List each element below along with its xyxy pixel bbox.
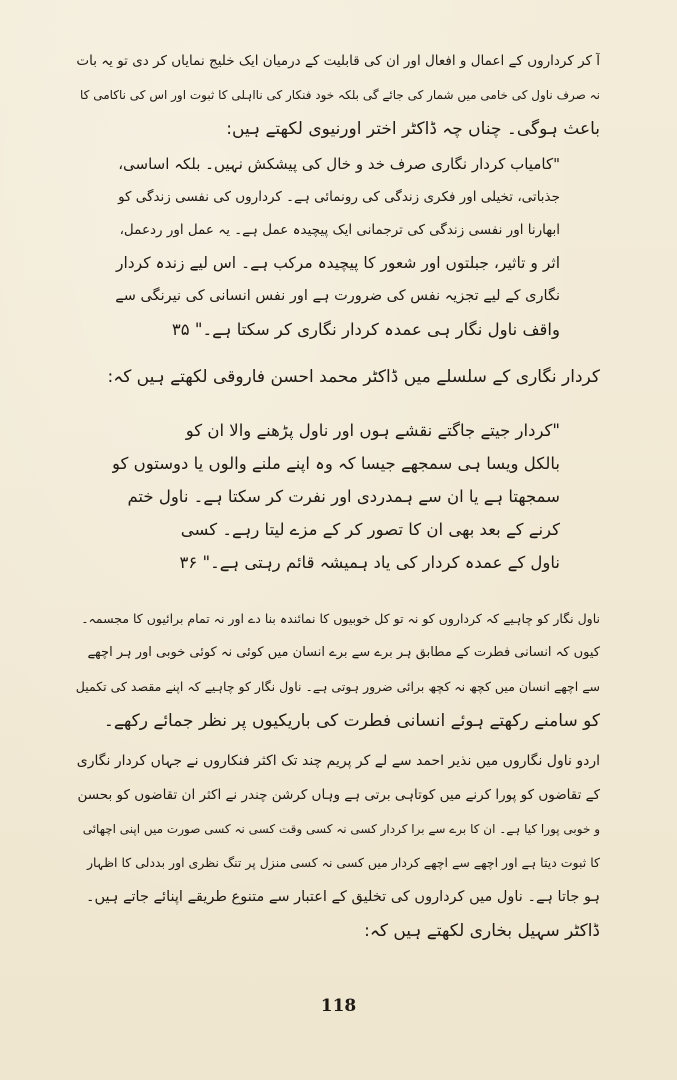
text-line: کے تقاضوں کو پورا کرنے میں کوتاہی برتی ہے وہاں کرشن چندر نے اکثر ان تقاضوں کو بحسن [77,787,600,803]
quote-ahsan-farooqi [112,414,560,579]
paragraph-2 [70,360,600,394]
text-line: ہو جاتا ہے۔ ناول میں کرداروں کی تخلیق کے اعتبار سے متنوع طریقے اپنائے جاتے ہیں۔ [86,889,600,905]
text-line: کردار نگاری کے سلسلے میں ڈاکٹر محمد احسن فاروقی لکھتے ہیں کہ: [107,367,600,387]
text-line: "کامیاب کردار نگاری صرف خد و خال کی پیشکش نہیں۔ بلکہ اساسی، [118,155,560,173]
text-line: کیوں کہ انسانی فطرت کے مطابق ہر برے سے برے انسان میں کوئی نہ کوئی خوبی اور ہر اچھے [87,645,600,660]
paragraph-1 [70,44,600,146]
text-line: ناول کے عمدہ کردار کی یاد ہمیشہ قائم رہتی ہے۔" ۳۶ [179,553,560,572]
text-line: سمجھتا ہے یا ان سے ہمدردی اور نفرت کر سکتا ہے۔ ناول ختم [127,487,560,506]
text-line: جذباتی، تخیلی اور فکری زندگی کی رونمائی ہے۔ کرداروں کی نفسی زندگی کو [118,189,560,205]
text-line: اثر و تاثیر، جبلتوں اور شعور کا پیچیدہ مرکب ہے۔ اس لیے زندہ کردار [115,254,560,272]
quote-akhtar-orenvi [112,148,560,346]
text-line: و خوبی پورا کیا ہے۔ ان کا برے سے برا کردار کسی نہ کسی وقت کسی نہ کسی صورت میں اپنی اچھائی [82,822,600,836]
text-line: نہ صرف ناول کی خامی میں شمار کی جائے گی بلکہ خود فنکار کی نااہلی کا ثبوت اور اس کی ناکامی کا [80,88,600,102]
text-line: نگاری کے لیے تجزیہ نفس کی ضرورت ہے اور نفس انسانی کی نیرنگی سے [115,288,560,304]
text-line: کا ثبوت دیتا ہے اور اچھے سے اچھے کردار میں کسی نہ کسی منزل پر تنگ نظری اور بددلی کا اظہار [86,855,600,870]
text-line: بالکل ویسا ہی سمجھے جیسا کہ وہ اپنے ملنے والوں یا دوستوں کو [112,454,560,473]
text-line: اردو ناول نگاروں میں نذیر احمد سے لے کر پریم چند تک اکثر فنکاروں نے جہاں کردار نگاری [76,753,600,769]
paragraph-4 [70,744,600,948]
paragraph-3 [70,602,600,738]
text-line: ڈاکٹر سہیل بخاری لکھتے ہیں کہ: [364,921,600,941]
text-line: باعث ہوگی۔ چناں چہ ڈاکٹر اختر اورنیوی لکھتے ہیں: [226,119,600,139]
text-line: آ کر کرداروں کے اعمال و افعال اور ان کی قابلیت کے درمیان ایک خلیج نمایاں کر دی تو یہ بات [76,53,600,69]
page-number: 118 [320,996,357,1016]
text-line: کرنے کے بعد بھی ان کا تصور کر کے مزے لیتا رہے۔ کسی [180,520,560,539]
text-line: ابھارنا اور نفسی زندگی کی ترجمانی ایک پیچیدہ عمل ہے۔ یہ عمل اور ردعمل، [119,222,560,238]
text-line: واقف ناول نگار ہی عمدہ کردار نگاری کر سکتا ہے۔" ۳۵ [171,320,560,339]
text-line: "کردار جیتے جاگتے نقشے ہوں اور ناول پڑھنے والا ان کو [185,421,560,440]
text-line: سے اچھے انسان میں کچھ نہ کچھ برائی ضرور ہوتی ہے۔ ناول نگار کو چاہیے کہ اپنے مقصد کی تکمیل [75,679,600,694]
text-line: ناول نگار کو چاہیے کہ کرداروں کو نہ تو کل خوبیوں کا نمائندہ بنا دے اور نہ تمام برائیوں کا مجسمہ۔ [81,611,600,626]
text-line: کو سامنے رکھتے ہوئے انسانی فطرت کی باریکیوں پر نظر جمائے رکھے۔ [103,711,600,731]
